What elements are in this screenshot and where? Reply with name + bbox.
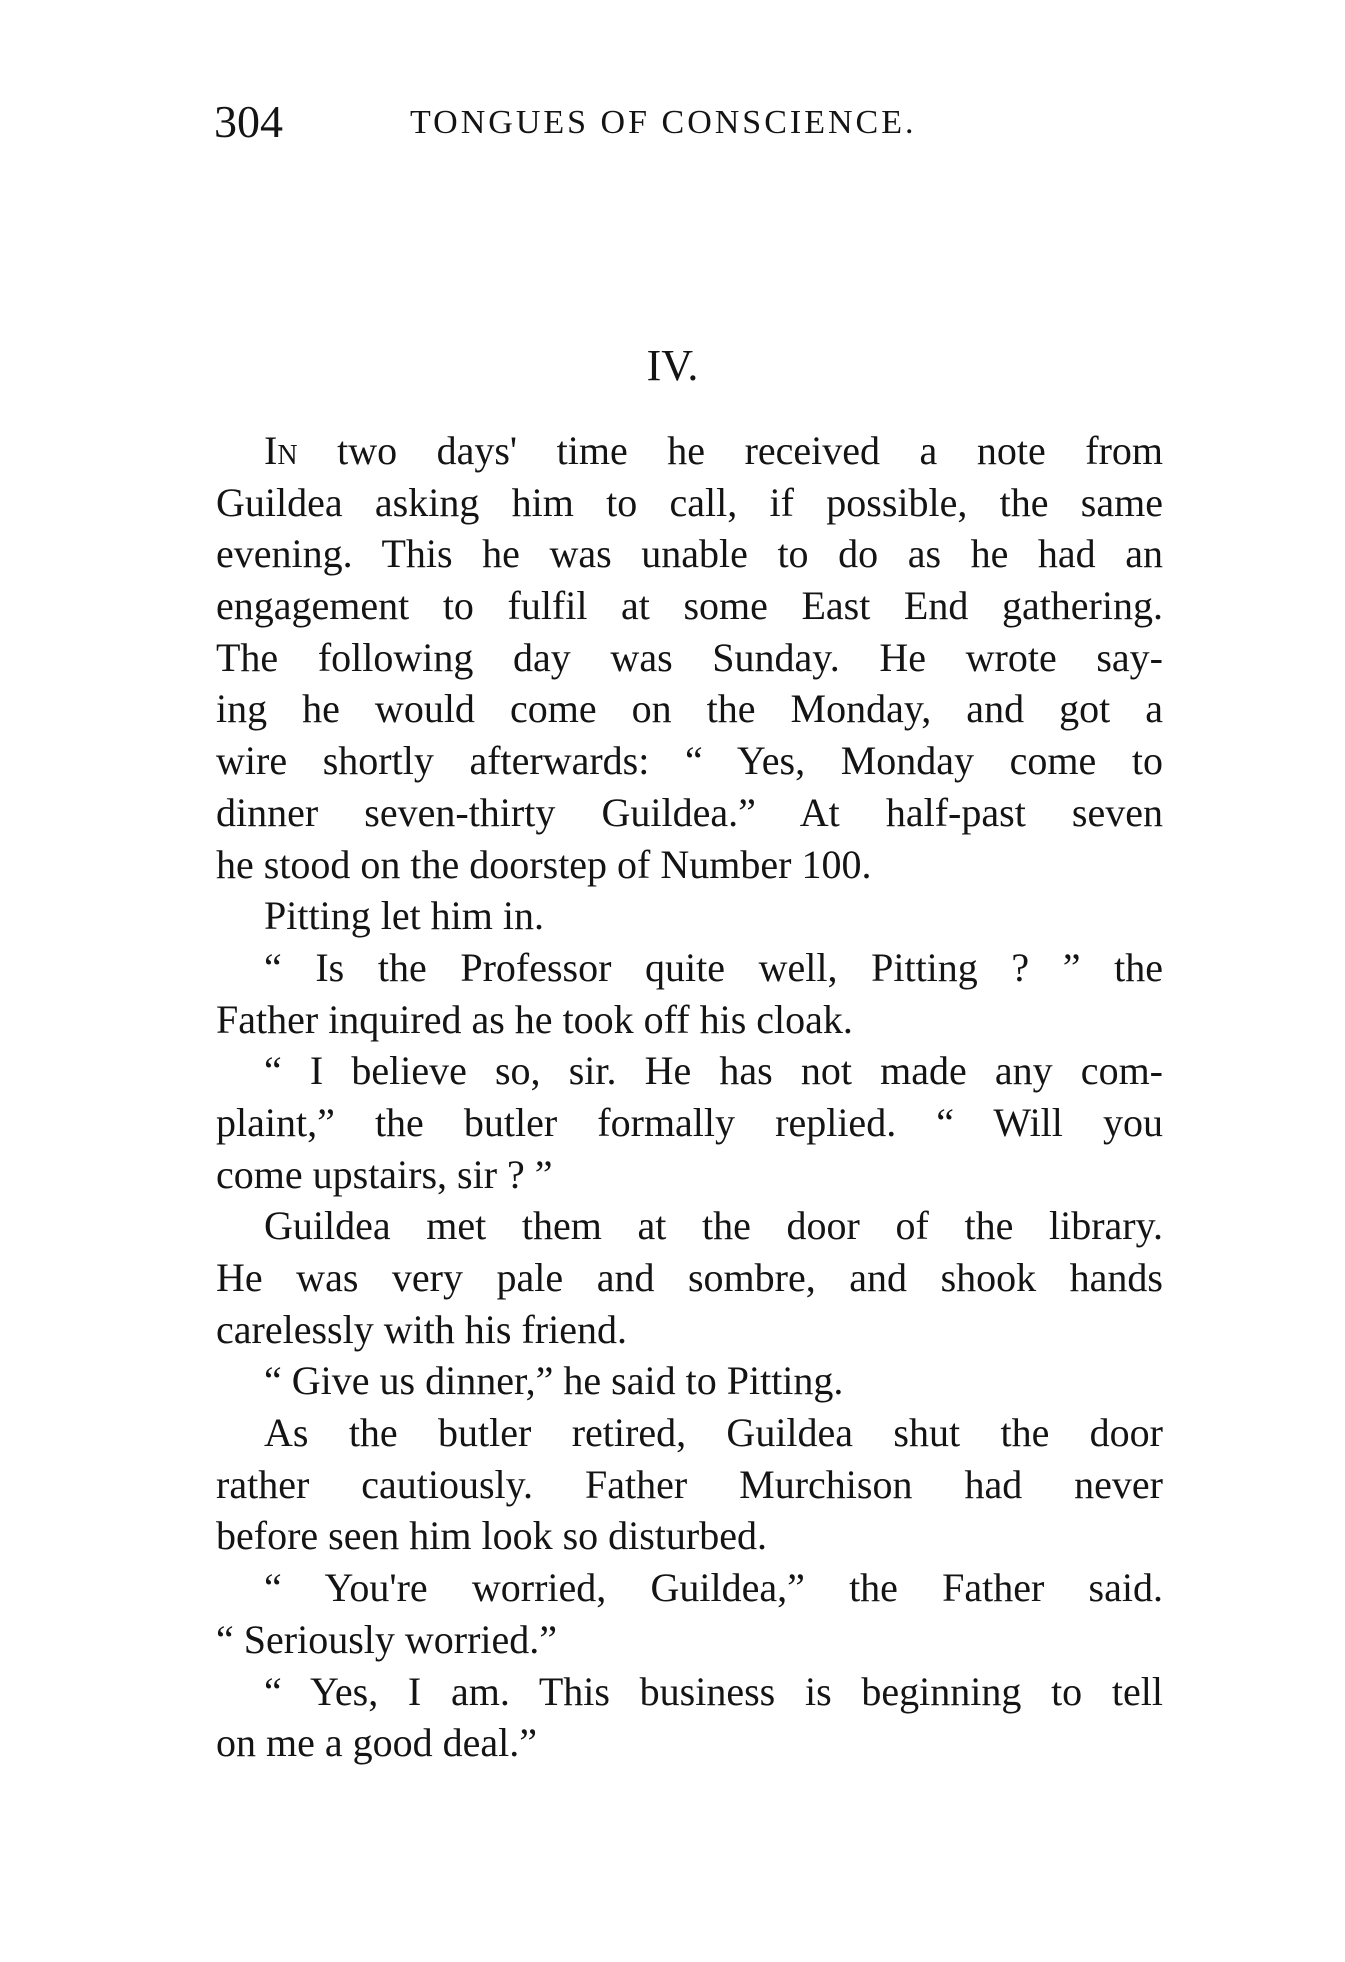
text-line: “ Yes, I am. This business is beginning to tell [264,1668,1163,1714]
text-line: Guildea met them at the door of the library. [264,1203,1163,1249]
text-line: ing he would come on the Monday, and got a [216,686,1163,732]
page-number: 304 [214,96,283,147]
text-line: “ Is the Professor quite well, Pitting ? ” the [264,944,1163,990]
running-title: TONGUES OF CONSCIENCE. [410,104,917,141]
text-line: come upstairs, sir ? ” [216,1151,553,1197]
text-line: dinner seven-thirty Guildea.” At half-past seven [216,789,1163,835]
body-text [216,425,1163,1769]
text-line: carelessly with his friend. [216,1306,627,1352]
text-line: As the butler retired, Guildea shut the door [264,1410,1163,1456]
text-line: before seen him look so disturbed. [216,1513,767,1559]
text-line: rather cautiously. Father Murchison had never [216,1461,1163,1507]
chapter-heading: IV. [646,341,699,390]
text-line: wire shortly afterwards: “ Yes, Monday come to [216,738,1163,784]
text-line: engagement to fulfil at some East End gathering. [216,583,1163,629]
text-line: Father inquired as he took off his cloak. [216,996,853,1042]
text-line: “ Give us dinner,” he said to Pitting. [264,1358,844,1404]
text-line: evening. This he was unable to do as he had an [216,531,1163,577]
text-line: Pitting let him in. [264,893,545,939]
text-line: He was very pale and sombre, and shook hands [216,1255,1163,1300]
text-line: Guildea asking him to call, if possible, the same [216,479,1163,525]
text-line: on me a good deal.” [216,1720,537,1766]
text-line: “ Seriously worried.” [216,1616,558,1662]
text-line: “ I believe so, sir. He has not made any com- [264,1048,1163,1094]
text-line: In two days' time he received a note from [264,428,1163,473]
text-line: The following day was Sunday. He wrote say- [216,634,1163,680]
text-line: plaint,” the butler formally replied. “ Will you [216,1099,1163,1145]
text-line: “ You're worried, Guildea,” the Father said. [264,1565,1163,1611]
running-header [214,92,1134,152]
text-line: he stood on the doorstep of Number 100. [216,841,872,887]
